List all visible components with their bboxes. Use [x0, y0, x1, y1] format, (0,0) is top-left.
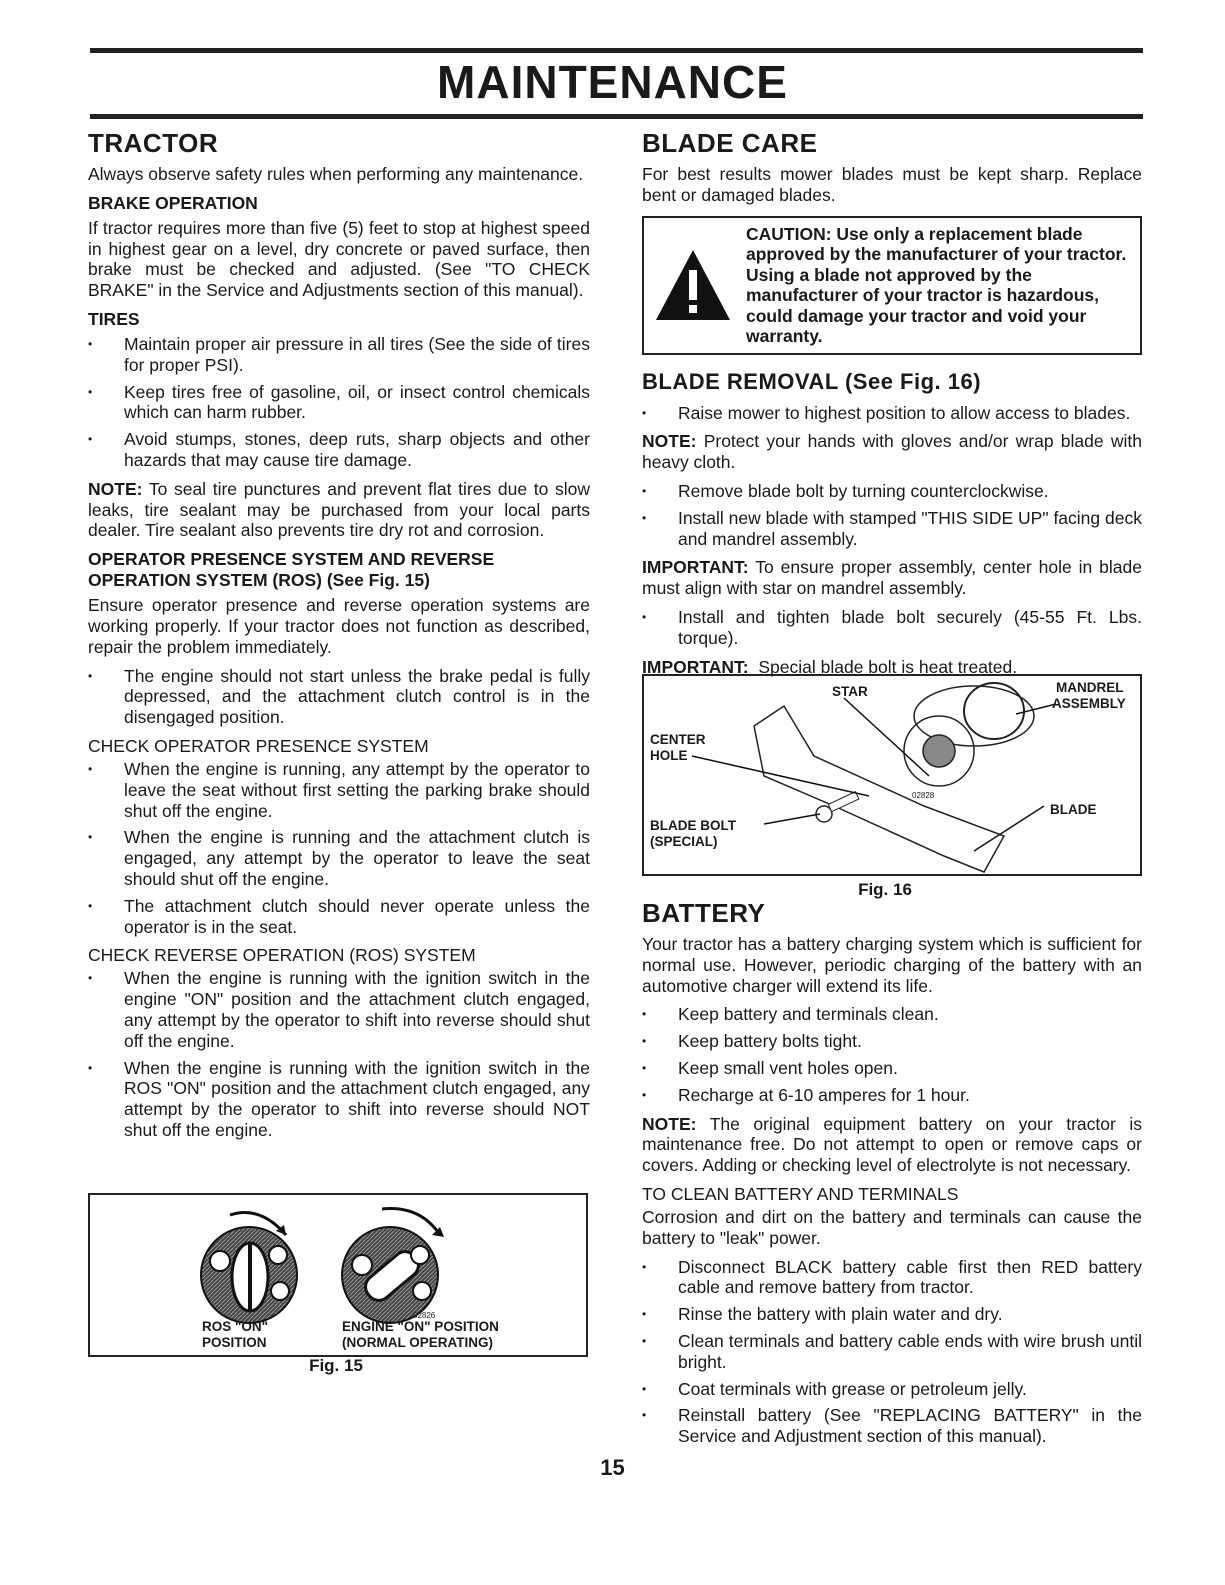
list-item: • Install new blade with stamped "THIS SIDE UP" facing deck and mandrel assembly. [642, 508, 1142, 550]
note-text: To seal tire punctures and prevent flat tires due to slow leaks, tire sealant may be purchased from your local parts dealer. Tire sealant also prevents tire dry rot and corrosion. [88, 478, 590, 541]
brake-text: If tractor requires more than five (5) feet to stop at highest speed in highest gear on a level, dry concrete or paved surface, then brake must be checked and adjusted. (See "TO CHECK BRAKE" in the Service and Adjustments section of this manual). [88, 217, 590, 301]
list-item: • When the engine is running, any attempt by the operator to leave the seat without first setting the parking brake should shut off the engine. [88, 759, 590, 821]
note-label: NOTE: [88, 478, 143, 499]
tractor-heading: TRACTOR [88, 128, 219, 158]
fig15-right-label-1: ENGINE "ON" POSITION [342, 1319, 499, 1334]
battery-note [642, 1114, 1142, 1176]
blade-note [642, 431, 1142, 473]
ops-heading: OPERATOR PRESENCE SYSTEM AND REVERSE OPERATION SYSTEM (ROS) (See Fig. 15) [88, 549, 495, 591]
check-ros-list [88, 968, 590, 1140]
list-item: • Reinstall battery (See "REPLACING BATTERY" in the Service and Adjustment section of this manual). [642, 1405, 1142, 1447]
list-item: • Coat terminals with grease or petroleum jelly. [642, 1379, 1142, 1400]
list-item: • Disconnect BLACK battery cable first then RED battery cable and remove battery from tractor. [642, 1257, 1142, 1299]
caution-box [642, 216, 1142, 355]
blade-removal-list-3 [642, 607, 1142, 649]
list-item: • Keep battery bolts tight. [642, 1031, 1142, 1052]
tractor-intro: Always observe safety rules when performing any maintenance. [88, 164, 584, 184]
note-label: NOTE: [642, 1113, 697, 1134]
tires-heading: TIRES [88, 308, 140, 329]
fig16-star-label: STAR [832, 684, 868, 699]
title-rule [90, 114, 1143, 119]
list-item: • Maintain proper air pressure in all tires (See the side of tires for proper PSI). [88, 334, 590, 376]
list-item: • Clean terminals and battery cable ends with wire brush until bright. [642, 1331, 1142, 1373]
battery-list [642, 1004, 1142, 1105]
check-ros-heading: CHECK REVERSE OPERATION (ROS) SYSTEM [88, 945, 476, 966]
list-item: • Keep battery and terminals clean. [642, 1004, 1142, 1025]
clean-heading: TO CLEAN BATTERY AND TERMINALS [642, 1183, 959, 1204]
figure-15 [88, 1193, 588, 1357]
clean-text: Corrosion and dirt on the battery and terminals can cause the battery to "leak" power. [642, 1206, 1142, 1248]
note-text: The original equipment battery on your tractor is maintenance free. Do not attempt to open or remove caps or covers. Adding or checking level of electrolyte is not necessary. [642, 1113, 1143, 1176]
left-column [88, 128, 590, 1149]
engine-knob-icon [342, 1209, 444, 1323]
tires-list [88, 334, 590, 471]
fig16-center-label-1: CENTER [650, 732, 706, 747]
list-item: • The attachment clutch should never operate unless the operator is in the seat. [88, 896, 590, 938]
important-1 [642, 557, 1142, 599]
list-item: • Rinse the battery with plain water and dry. [642, 1304, 1142, 1325]
fig16-mandrel-label-2: ASSEMBLY [1052, 696, 1126, 711]
ignition-switch-illustration [90, 1195, 586, 1355]
fig15-caption: Fig. 15 [309, 1356, 363, 1375]
fig16-code: 02828 [912, 791, 935, 800]
figure-16 [642, 674, 1142, 876]
ros-knob-icon [201, 1213, 297, 1324]
list-item: • When the engine is running with the ignition switch in the engine "ON" position and the attachment clutch engaged, any attempt by the operator to shift into reverse should shut off the engine. [88, 968, 590, 1051]
fig16-center-label-2: HOLE [650, 748, 688, 763]
list-item: • Remove blade bolt by turning counterclockwise. [642, 481, 1142, 502]
blade-removal-list-1 [642, 403, 1142, 424]
note-text: Protect your hands with gloves and/or wrap blade with heavy cloth. [642, 431, 1142, 473]
ops-text: Ensure operator presence and reverse operation systems are working properly. If your tractor does not function as described, repair the problem immediately. [88, 595, 590, 657]
right-column [642, 128, 1142, 685]
list-item: • Install and tighten blade bolt securely (45-55 Ft. Lbs. torque). [642, 607, 1142, 649]
warning-icon [654, 248, 732, 322]
caution-text: CAUTION: Use only a replacement blade approved by the manufacturer of your tractor. Using a blade not approved by the manufacturer of your tractor is hazardous, could damage your tractor and void your warranty. [746, 223, 1127, 347]
page-number: 15 [600, 1455, 625, 1480]
important-label: IMPORTANT: [642, 656, 749, 677]
check-ops-list [88, 759, 590, 937]
blade-care-heading: BLADE CARE [642, 128, 818, 158]
note-label: NOTE: [642, 431, 697, 452]
important-label: IMPORTANT: [642, 557, 749, 578]
list-item: • Keep tires free of gasoline, oil, or insect control chemicals which can harm rubber. [88, 382, 590, 424]
blade-removal-heading: BLADE REMOVAL (See Fig. 16) [642, 368, 982, 394]
list-item: • The engine should not start unless the brake pedal is fully depressed, and the attachment clutch control is in the disengaged position. [88, 666, 590, 728]
brake-heading: BRAKE OPERATION [88, 192, 258, 213]
fig16-caption: Fig. 16 [858, 880, 912, 899]
blade-bolt-icon [816, 792, 859, 822]
list-item: • When the engine is running and the attachment clutch is engaged, any attempt by the operator to leave the seat should shut off the engine. [88, 827, 590, 889]
list-item: • Keep small vent holes open. [642, 1058, 1142, 1079]
fig16-bolt-label-1: BLADE BOLT [650, 818, 736, 833]
clean-list [642, 1257, 1142, 1447]
list-item: • Avoid stumps, stones, deep ruts, sharp objects and other hazards that may cause tire damage. [88, 429, 590, 471]
battery-text: Your tractor has a battery charging system which is sufficient for normal use. However, periodic charging of the battery with an automotive charger will extend its life. [642, 934, 1142, 996]
fig16-mandrel-label-1: MANDREL [1056, 680, 1124, 695]
ops-list [88, 666, 590, 728]
page-title: MAINTENANCE [437, 56, 788, 108]
list-item: • When the engine is running with the ignition switch in the ROS "ON" position and the attachment clutch engaged, any attempt by the operator to shift into reverse should NOT shut off the engine. [88, 1058, 590, 1141]
top-rule [90, 48, 1143, 53]
battery-heading: BATTERY [642, 898, 766, 928]
important-text: Special blade bolt is heat treated. [758, 656, 1018, 677]
battery-section [642, 898, 1142, 1455]
fig15-right-label-2: (NORMAL OPERATING) [342, 1335, 493, 1350]
tires-note [88, 479, 590, 541]
fig16-blade-label: BLADE [1050, 802, 1097, 817]
list-item: • Recharge at 6-10 amperes for 1 hour. [642, 1085, 1142, 1106]
blade-removal-list-2 [642, 481, 1142, 549]
fig15-left-label-1: ROS "ON" [202, 1319, 269, 1334]
fig15-left-label-2: POSITION [202, 1335, 267, 1350]
blade-care-text: For best results mower blades must be kept sharp. Replace bent or damaged blades. [642, 164, 1142, 205]
list-item: • Raise mower to highest position to allow access to blades. [642, 403, 1142, 424]
fig15-code: 02826 [413, 1311, 436, 1320]
important-text: To ensure proper assembly, center hole in blade must align with star on mandrel assembly. [642, 557, 1142, 599]
check-ops-heading: CHECK OPERATOR PRESENCE SYSTEM [88, 735, 429, 756]
fig16-bolt-label-2: (SPECIAL) [650, 834, 718, 849]
